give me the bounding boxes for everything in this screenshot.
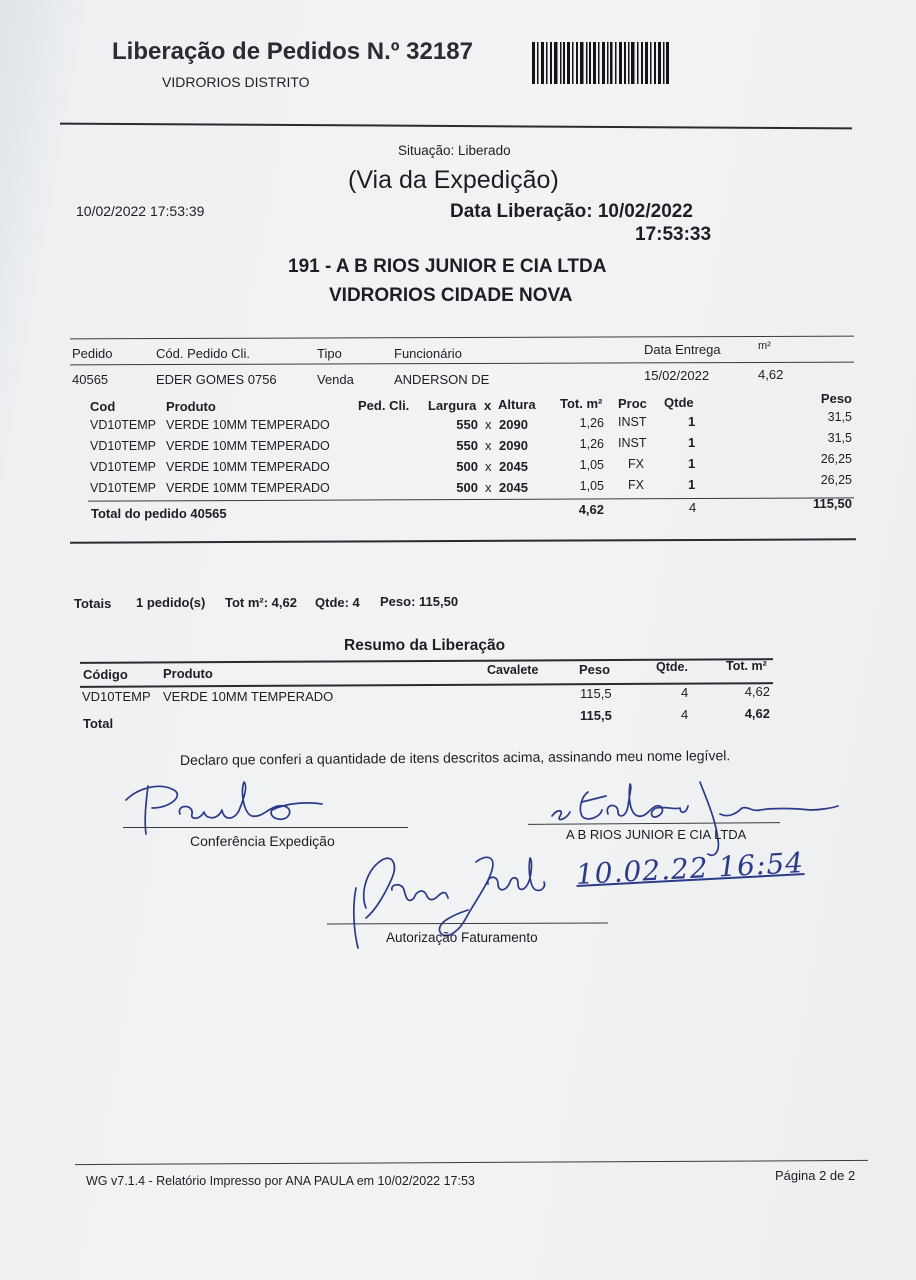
item-altura: 2090 <box>499 417 528 432</box>
items-col-largura: Largura <box>428 398 477 413</box>
header-divider <box>60 123 852 129</box>
col-data-entrega: Data Entrega <box>644 342 721 357</box>
totals-qtde: Qtde: 4 <box>315 595 360 610</box>
item-x: x <box>485 459 492 474</box>
footer-divider <box>75 1160 868 1165</box>
totals-m2: Tot m²: 4,62 <box>225 595 297 610</box>
order-total-label: Total do pedido 40565 <box>91 506 227 521</box>
items-col-altura: Altura <box>498 397 536 412</box>
item-peso: 31,5 <box>827 431 852 445</box>
order-number: 40565 <box>72 372 109 387</box>
signature-label-conferencia: Conferência Expedição <box>190 833 335 849</box>
summary-total-m2: 4,62 <box>744 706 770 721</box>
summary-col-tot-m2: Tot. m² <box>726 659 767 673</box>
item-x: x <box>485 480 492 495</box>
declaration-text: Declaro que conferi a quantidade de itens descritos acima, assinando meu nome legível. <box>179 747 731 768</box>
release-date: Data Liberação: 10/02/2022 <box>450 201 693 222</box>
signature-label-autorizacao: Autorização Faturamento <box>386 930 538 945</box>
item-peso: 26,25 <box>820 473 852 487</box>
order-top-divider <box>70 336 854 340</box>
summary-col-peso: Peso <box>579 662 611 677</box>
col-funcionario: Funcionário <box>394 346 462 361</box>
order-employee: ANDERSON DE <box>394 372 490 387</box>
summary-codigo: VD10TEMP <box>82 689 151 704</box>
item-altura: 2045 <box>499 459 528 474</box>
item-altura: 2090 <box>499 438 528 453</box>
items-col-tot-m2: Tot. m² <box>560 396 603 411</box>
item-produto: VERDE 10MM TEMPERADO <box>166 481 330 495</box>
item-x: x <box>485 417 492 432</box>
summary-col-codigo: Código <box>83 667 128 682</box>
items-total-divider <box>88 497 854 501</box>
client-unit: VIDRORIOS CIDADE NOVA <box>329 285 573 306</box>
order-client-code: EDER GOMES 0756 <box>156 372 277 387</box>
item-produto: VERDE 10MM TEMPERADO <box>166 418 330 432</box>
item-tot-m2: 1,26 <box>579 416 604 430</box>
col-cod-pedido-cli: Cód. Pedido Cli. <box>156 346 250 361</box>
order-delivery-date: 15/02/2022 <box>644 368 710 383</box>
summary-total-peso: 115,5 <box>580 708 612 723</box>
item-altura: 2045 <box>499 480 528 495</box>
summary-col-qtde: Qtde. <box>656 660 688 674</box>
item-largura: 550 <box>456 417 478 432</box>
client-name: 191 - A B RIOS JUNIOR E CIA LTDA <box>288 256 607 277</box>
items-col-proc: Proc <box>618 396 647 411</box>
totals-peso: Peso: 115,50 <box>380 594 459 609</box>
summary-qtde: 4 <box>681 685 689 700</box>
items-col-peso: Peso <box>820 391 852 406</box>
barcode-icon <box>532 42 670 84</box>
footer-page-number: Página 2 de 2 <box>775 1168 856 1183</box>
item-largura: 500 <box>456 459 478 474</box>
item-proc: INST <box>618 415 647 429</box>
summary-header-divider <box>80 682 773 687</box>
document-title: Liberação de Pedidos N.º 32187 <box>112 38 473 65</box>
item-tot-m2: 1,05 <box>579 479 604 493</box>
item-proc: FX <box>628 457 644 471</box>
item-produto: VERDE 10MM TEMPERADO <box>166 460 330 474</box>
items-col-x: x <box>484 398 492 413</box>
item-peso: 31,5 <box>827 410 852 424</box>
item-tot-m2: 1,26 <box>579 437 604 451</box>
print-datetime: 10/02/2022 17:53:39 <box>76 203 205 219</box>
summary-total-label: Total <box>83 716 114 731</box>
order-total-qtde: 4 <box>689 500 697 515</box>
summary-col-produto: Produto <box>163 666 213 681</box>
item-proc: INST <box>618 436 647 450</box>
summary-col-cavalete: Cavalete <box>487 663 539 677</box>
totals-pedidos: 1 pedido(s) <box>136 595 206 610</box>
item-cod: VD10TEMP <box>90 439 156 453</box>
col-tipo: Tipo <box>317 346 342 361</box>
summary-total-qtde: 4 <box>681 707 689 722</box>
order-total-peso: 115,50 <box>812 496 852 511</box>
status-text: Situação: Liberado <box>398 143 511 158</box>
footer-printed-by: WG v7.1.4 - Relatório Impresso por ANA PAULA em 10/02/2022 17:53 <box>86 1174 475 1188</box>
release-time: 17:53:33 <box>635 224 712 245</box>
item-largura: 500 <box>456 480 478 495</box>
item-qtde: 1 <box>688 435 696 450</box>
company-name: VIDRORIOS DISTRITO <box>162 74 310 90</box>
item-largura: 550 <box>456 438 478 453</box>
item-tot-m2: 1,05 <box>579 458 604 472</box>
via-title: (Via da Expedição) <box>348 166 559 194</box>
item-produto: VERDE 10MM TEMPERADO <box>166 439 330 453</box>
totals-label: Totais <box>74 596 112 611</box>
signature-paulo-icon <box>118 768 328 840</box>
summary-title: Resumo da Liberação <box>344 637 506 654</box>
items-col-qtde: Qtde <box>664 395 694 410</box>
item-qtde: 1 <box>688 477 696 492</box>
item-cod: VD10TEMP <box>90 460 156 474</box>
item-qtde: 1 <box>688 414 696 429</box>
summary-produto: VERDE 10MM TEMPERADO <box>163 689 334 704</box>
items-col-cod: Cod <box>90 399 116 414</box>
item-cod: VD10TEMP <box>90 481 156 495</box>
order-bottom-divider <box>70 538 856 543</box>
signature-label-cliente: A B RIOS JUNIOR E CIA LTDA <box>566 827 747 842</box>
summary-tot-m2: 4,62 <box>744 684 770 699</box>
order-total-m2: 4,62 <box>578 502 604 517</box>
order-header-divider <box>70 362 854 366</box>
items-col-ped-cli: Ped. Cli. <box>358 398 410 413</box>
col-m2: m² <box>758 340 771 352</box>
handwritten-datetime: 10.02.22 16:54 <box>575 846 805 891</box>
order-type: Venda <box>317 372 354 387</box>
order-m2: 4,62 <box>758 367 784 382</box>
signature-line-conferencia <box>123 827 408 828</box>
item-x: x <box>485 438 492 453</box>
items-col-produto: Produto <box>166 399 216 414</box>
item-proc: FX <box>628 478 644 492</box>
col-pedido: Pedido <box>72 346 113 361</box>
item-qtde: 1 <box>688 456 696 471</box>
summary-peso: 115,5 <box>580 686 612 701</box>
item-cod: VD10TEMP <box>90 418 156 432</box>
item-peso: 26,25 <box>820 452 852 466</box>
